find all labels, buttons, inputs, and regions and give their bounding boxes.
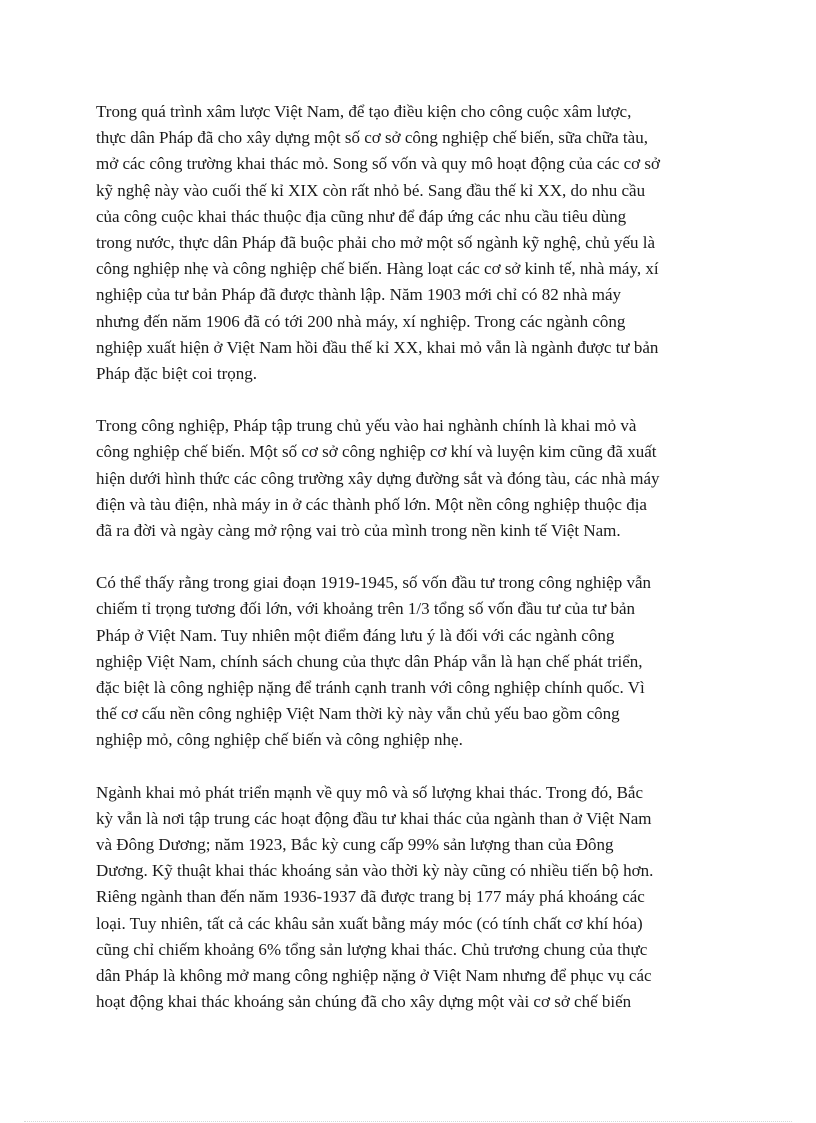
text-line: nghiệp Việt Nam, chính sách chung của thực dân Pháp vẫn là hạn chế phát triển, [96, 651, 643, 671]
text-line: Trong quá trình xâm lược Việt Nam, để tạo điều kiện cho công cuộc xâm lược, [96, 102, 632, 121]
text-line: nghiệp mỏ, công nghiệp chế biến và công nghiệp nhẹ. [96, 730, 463, 750]
text-line: hiện dưới hình thức các công trường xây dựng đường sắt và đóng tàu, các nhà máy [96, 468, 660, 488]
text-line: kỹ nghệ này vào cuối thế kỉ XIX còn rất nhỏ bé. Sang đầu thế kỉ XX, do nhu cầu [96, 180, 646, 200]
page-bottom-border [24, 1121, 792, 1122]
text-line: Trong công nghiệp, Pháp tập trung chủ yếu vào hai nghành chính là khai mỏ và [96, 416, 637, 436]
text-line: dân Pháp là không mở mang công nghiệp nặng ở Việt Nam nhưng để phục vụ các [96, 966, 652, 986]
text-line: của công cuộc khai thác thuộc địa cũng như để đáp ứng các nhu cầu tiêu dùng [96, 206, 627, 226]
text-line: nghiệp xuất hiện ở Việt Nam hồi đầu thế kỉ XX, khai mỏ vẫn là ngành được tư bản [96, 337, 659, 357]
text-line: nhưng đến năm 1906 đã có tới 200 nhà máy, xí nghiệp. Trong các ngành công [96, 311, 626, 331]
text-line: chiếm tỉ trọng tương đối lớn, với khoảng trên 1/3 tổng số vốn đầu tư của tư bản [96, 599, 636, 619]
paragraph-3 [96, 570, 724, 753]
document-body [96, 99, 724, 1042]
text-line: thực dân Pháp đã cho xây dựng một số cơ sở công nghiệp chế biến, sữa chữa tàu, [96, 128, 648, 148]
text-line: và Đông Dương; năm 1923, Bắc kỳ cung cấp 99% sản lượng than của Đông [96, 835, 614, 855]
text-line: Có thể thấy rằng trong giai đoạn 1919-1945, số vốn đầu tư trong công nghiệp vẫn [96, 573, 652, 593]
text-line: loại. Tuy nhiên, tất cả các khâu sản xuất bằng máy móc (có tính chất cơ khí hóa) [96, 913, 643, 933]
text-line: điện và tàu điện, nhà máy in ở các thành phố lớn. Một nền công nghiệp thuộc địa [96, 494, 647, 514]
text-line: Pháp đặc biệt coi trọng. [96, 364, 257, 384]
paragraph-2 [96, 413, 724, 544]
text-line: đã ra đời và ngày càng mở rộng vai trò của mình trong nền kinh tế Việt Nam. [96, 521, 621, 541]
text-line: thế cơ cấu nền công nghiệp Việt Nam thời kỳ này vẫn chủ yếu bao gồm công [96, 704, 620, 724]
text-line: hoạt động khai thác khoáng sản chúng đã cho xây dựng một vài cơ sở chế biến [96, 992, 632, 1012]
text-line: công nghiệp nhẹ và công nghiệp chế biến. Hàng loạt các cơ sở kinh tế, nhà máy, xí [96, 259, 659, 279]
paragraph-4 [96, 780, 724, 1016]
text-line: Riêng ngành than đến năm 1936-1937 đã được trang bị 177 máy phá khoáng các [96, 887, 645, 907]
text-line: nghiệp của tư bản Pháp đã được thành lập. Năm 1903 mới chỉ có 82 nhà máy [96, 285, 622, 305]
paragraph-1 [96, 99, 724, 387]
text-line: trong nước, thực dân Pháp đã buộc phải cho mở một số ngành kỹ nghệ, chủ yếu là [96, 233, 656, 253]
text-line: cũng chỉ chiếm khoảng 6% tổng sản lượng khai thác. Chủ trương chung của thực [96, 939, 648, 959]
text-line: đặc biệt là công nghiệp nặng để tránh cạnh tranh với công nghiệp chính quốc. Vì [96, 678, 645, 698]
text-line: kỳ vẫn là nơi tập trung các hoạt động đầu tư khai thác của ngành than ở Việt Nam [96, 808, 652, 828]
text-line: mở các công trường khai thác mỏ. Song số vốn và quy mô hoạt động của các cơ sở [96, 154, 661, 174]
text-line: công nghiệp chế biến. Một số cơ sở công nghiệp cơ khí và luyện kim cũng đã xuất [96, 442, 657, 462]
text-line: Dương. Kỹ thuật khai thác khoáng sản vào thời kỳ này cũng có nhiều tiến bộ hơn. [96, 861, 654, 881]
text-line: Ngành khai mỏ phát triển mạnh về quy mô và số lượng khai thác. Trong đó, Bắc [96, 782, 644, 802]
text-line: Pháp ở Việt Nam. Tuy nhiên một điểm đáng lưu ý là đối với các ngành công [96, 625, 615, 645]
